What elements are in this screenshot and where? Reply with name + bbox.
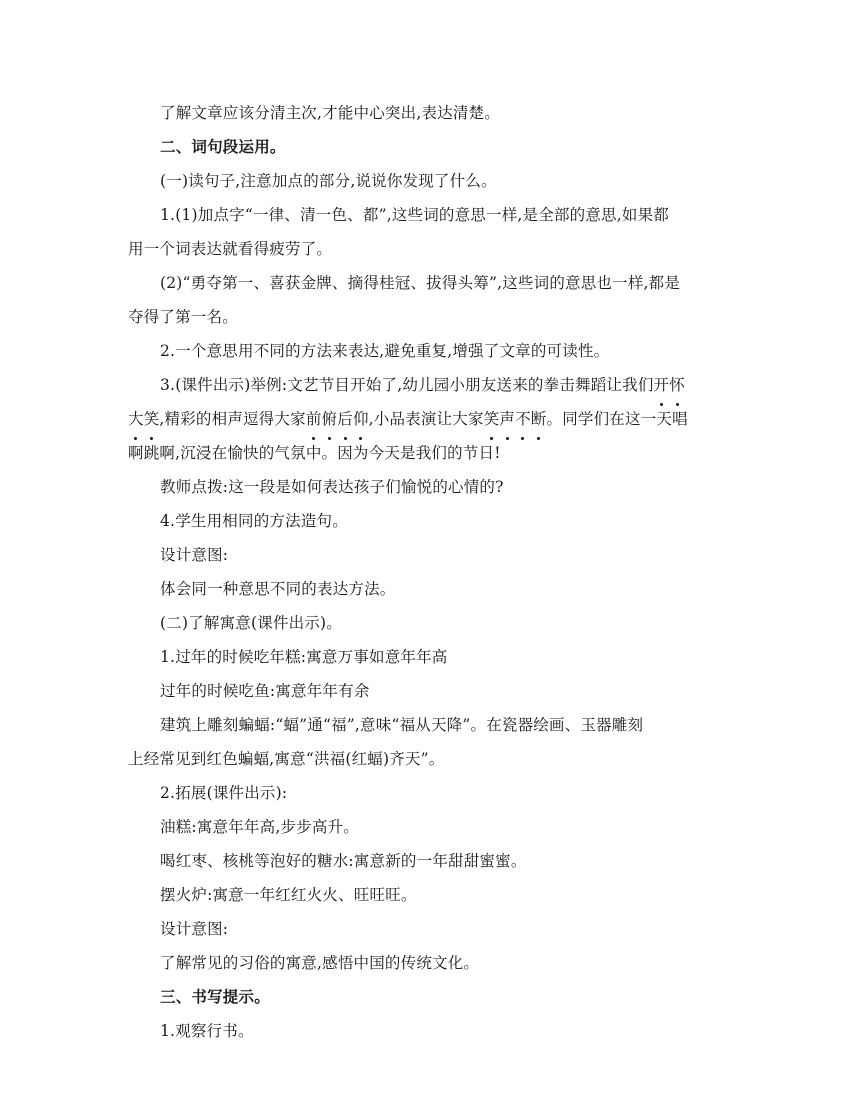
paragraph-line: 4.学生用相同的方法造句。 bbox=[160, 512, 348, 530]
emphasis-char: 断 bbox=[531, 402, 547, 436]
paragraph-line: (二)了解寓意(课件出示)。 bbox=[160, 614, 342, 632]
text-run: ,小品表演让大家 bbox=[368, 410, 484, 428]
paragraph-line: 2.拓展(课件出示): bbox=[160, 784, 288, 802]
emphasis-char: 大 bbox=[128, 402, 144, 436]
paragraph-line: 用一个词表达就看得疲劳了。 bbox=[128, 240, 333, 258]
paragraph-line: 了解文章应该分清主次,才能中心突出,表达清楚。 bbox=[160, 104, 500, 122]
emphasis-char: 前 bbox=[306, 402, 322, 436]
paragraph-line bbox=[128, 402, 738, 436]
emphasis-char: 笑 bbox=[484, 402, 500, 436]
paragraph-line: 喝红枣、核桃等泡好的糖水:寓意新的一年甜甜蜜蜜。 bbox=[160, 852, 527, 870]
emphasis-char: 声 bbox=[499, 402, 515, 436]
emphasis-char: 不 bbox=[515, 402, 531, 436]
paragraph-line: (一)读句子,注意加点的部分,说说你发现了什么。 bbox=[160, 172, 497, 190]
paragraph-line: (2)“勇夺第一、喜获金牌、摘得桂冠、拔得头筹”,这些词的意思也一样,都是 bbox=[160, 274, 681, 292]
paragraph-line: 上经常见到红色蝙蝠,寓意“洪福(红蝠)齐天”。 bbox=[128, 750, 445, 768]
emphasis-char: 俯 bbox=[322, 402, 338, 436]
emphasis-char: 怀 bbox=[669, 368, 685, 402]
paragraph-line: 摆火炉:寓意一年红红火火、旺旺旺。 bbox=[160, 886, 417, 904]
text-run: ,精彩的相声逗得大家 bbox=[159, 410, 306, 428]
emphasis-char: 开 bbox=[654, 368, 670, 402]
paragraph-line: 设计意图: bbox=[160, 546, 229, 564]
dotted-emphasis bbox=[654, 376, 685, 394]
section-heading: 三、书写提示。 bbox=[160, 988, 270, 1006]
paragraph-line: 体会同一种意思不同的表达方法。 bbox=[160, 580, 396, 598]
paragraph-line: 教师点拨:这一段是如何表达孩子们愉悦的心情的? bbox=[160, 478, 504, 496]
dotted-emphasis bbox=[306, 410, 369, 428]
document-body bbox=[128, 96, 738, 1048]
emphasis-char: 后 bbox=[337, 402, 353, 436]
paragraph-line: 1.观察行书。 bbox=[160, 1022, 254, 1040]
emphasis-char: 笑 bbox=[144, 402, 160, 436]
dotted-emphasis bbox=[128, 410, 159, 428]
dotted-emphasis bbox=[484, 410, 547, 428]
paragraph-line: 夺得了第一名。 bbox=[128, 308, 238, 326]
paragraph-line: 过年的时候吃鱼:寓意年年有余 bbox=[160, 682, 370, 700]
paragraph-line: 1.(1)加点字“一律、清一色、都”,这些词的意思一样,是全部的意思,如果都 bbox=[160, 206, 669, 224]
paragraph-line: 啊跳啊,沉浸在愉快的气氛中。因为今天是我们的节日! bbox=[128, 444, 501, 462]
text-run: 3.(课件出示)举例:文艺节目开始了,幼儿园小朋友送来的拳击舞蹈让我们 bbox=[160, 376, 654, 394]
paragraph-line: 设计意图: bbox=[160, 920, 229, 938]
emphasis-char: 仰 bbox=[353, 402, 369, 436]
paragraph-line bbox=[128, 368, 738, 402]
paragraph-line: 油糕:寓意年年高,步步高升。 bbox=[160, 818, 359, 836]
text-run: 。同学们在这一天唱 bbox=[546, 410, 688, 428]
section-heading: 二、词句段运用。 bbox=[160, 138, 286, 156]
paragraph-line: 1.过年的时候吃年糕:寓意万事如意年年高 bbox=[160, 648, 448, 666]
paragraph-line: 了解常见的习俗的寓意,感悟中国的传统文化。 bbox=[160, 954, 480, 972]
paragraph-line: 建筑上雕刻蝙蝠:“蝠”通“福”,意味“福从天降”。在瓷器绘画、玉器雕刻 bbox=[160, 716, 644, 734]
paragraph-line: 2.一个意思用不同的方法来表达,避免重复,增强了文章的可读性。 bbox=[160, 342, 610, 360]
